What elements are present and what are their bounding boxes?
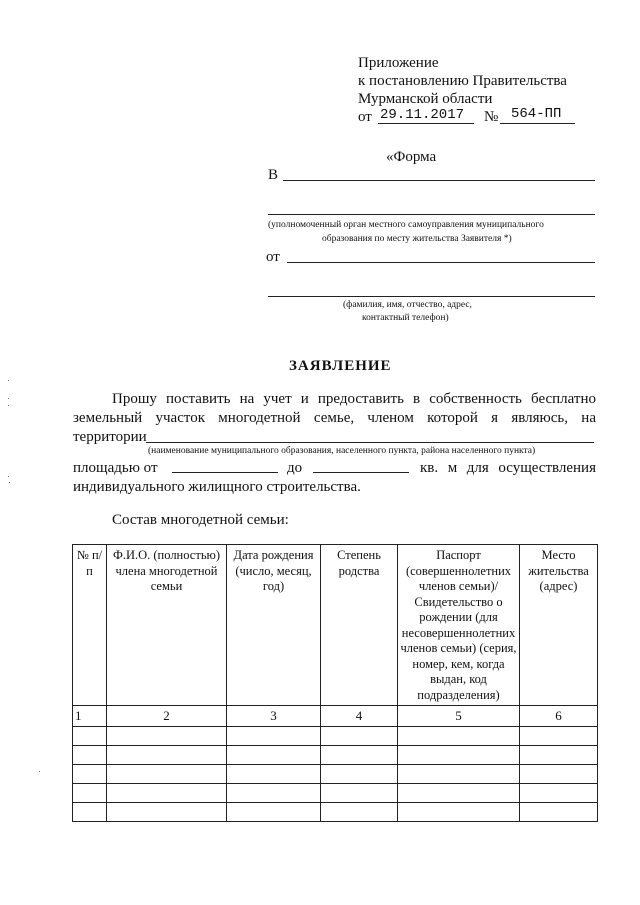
table-number-row <box>73 706 598 727</box>
form-label: «Форма <box>386 149 437 165</box>
area-from-field[interactable] <box>172 472 278 473</box>
table-row <box>73 802 598 821</box>
table-cell[interactable] <box>227 783 321 802</box>
table-cell[interactable] <box>107 764 227 783</box>
col-number-3: 3 <box>227 706 321 727</box>
table-cell[interactable] <box>227 764 321 783</box>
table-cell[interactable] <box>321 783 398 802</box>
family-heading: Состав многодетной семьи: <box>112 512 289 528</box>
col-header-birthdate: Дата рождения (число, месяц, год) <box>227 545 321 706</box>
col-header-number: № п/п <box>73 545 107 706</box>
table-row <box>73 783 598 802</box>
table-cell[interactable] <box>398 726 520 745</box>
scan-speck <box>8 476 9 477</box>
col-number-5: 5 <box>398 706 520 727</box>
col-header-address: Место жительства (адрес) <box>520 545 598 706</box>
col-header-relation: Степень родства <box>321 545 398 706</box>
table-cell[interactable] <box>520 764 598 783</box>
from-field-line[interactable] <box>287 262 595 263</box>
table-cell[interactable] <box>398 783 520 802</box>
number-underline <box>500 123 575 124</box>
body-line-4: индивидуального жилищного строительства. <box>73 479 361 495</box>
from-caption-line2: контактный телефон) <box>362 313 449 323</box>
resolution-date: 29.11.2017 <box>380 107 465 123</box>
resolution-label: к постановлению Правительства <box>358 73 567 89</box>
table-header-row <box>73 545 598 706</box>
territory-prefix: территории <box>73 429 147 445</box>
table-cell[interactable] <box>398 745 520 764</box>
document-title: ЗАЯВЛЕНИЕ <box>289 358 392 374</box>
col-number-6: 6 <box>520 706 598 727</box>
to-field-line-2[interactable] <box>268 214 595 215</box>
table-cell[interactable] <box>107 726 227 745</box>
col-number-4: 4 <box>321 706 398 727</box>
table-cell[interactable] <box>520 783 598 802</box>
from-field-line-2[interactable] <box>268 296 595 297</box>
from-prefix: от <box>266 249 280 265</box>
appendix-label: Приложение <box>358 55 439 71</box>
scan-speck <box>8 380 9 381</box>
table-cell[interactable] <box>321 764 398 783</box>
territory-field-line[interactable] <box>146 442 594 443</box>
scan-speck <box>39 771 40 772</box>
to-field-line[interactable] <box>283 180 595 181</box>
from-caption-line1: (фамилия, имя, отчество, адрес, <box>343 300 472 310</box>
table-cell[interactable] <box>73 745 107 764</box>
table-cell[interactable] <box>520 802 598 821</box>
table-cell[interactable] <box>107 802 227 821</box>
table-row <box>73 726 598 745</box>
table-row <box>73 764 598 783</box>
body-line-2: земельный участок многодетной семье, членом которой я являюсь, на <box>73 410 596 426</box>
table-cell[interactable] <box>227 726 321 745</box>
scan-speck <box>8 405 9 406</box>
to-caption-line2: образования по месту жительства Заявителя *) <box>322 234 512 244</box>
table-cell[interactable] <box>227 802 321 821</box>
col-header-passport: Паспорт (совершеннолетних членов семьи)/ Свидетельство о рождении (для несовершеннолетних членов семьи) (серия, номер, кем, когда выдан, код подразделения) <box>398 545 520 706</box>
table-cell[interactable] <box>73 726 107 745</box>
table-cell[interactable] <box>227 745 321 764</box>
area-suffix: кв. м для осуществления <box>420 460 596 476</box>
col-header-name: Ф.И.О. (полностью) члена многодетной семьи <box>107 545 227 706</box>
scan-speck <box>8 398 9 399</box>
to-caption-line1: (уполномоченный орган местного самоуправления муниципального <box>268 220 544 230</box>
table-cell[interactable] <box>321 726 398 745</box>
col-number-2: 2 <box>107 706 227 727</box>
table-cell[interactable] <box>107 745 227 764</box>
area-prefix: площадью от <box>73 460 158 476</box>
table-cell[interactable] <box>73 764 107 783</box>
scan-speck <box>9 482 10 483</box>
date-underline <box>378 123 474 124</box>
family-table <box>72 544 598 822</box>
region-label: Мурманской области <box>358 91 493 107</box>
table-cell[interactable] <box>321 802 398 821</box>
area-to-field[interactable] <box>313 472 409 473</box>
territory-caption: (наименование муниципального образования, населенного пункта, района населенного пункта) <box>148 446 536 456</box>
col-number-1: 1 <box>73 706 107 727</box>
body-line-1: Прошу поставить на учет и предоставить в собственность бесплатно <box>112 391 596 407</box>
table-row <box>73 745 598 764</box>
table-cell[interactable] <box>520 726 598 745</box>
resolution-number: 564-ПП <box>511 106 562 122</box>
number-prefix: № <box>484 109 499 125</box>
table-cell[interactable] <box>321 745 398 764</box>
table-cell[interactable] <box>73 783 107 802</box>
date-prefix: от <box>358 109 372 125</box>
table-cell[interactable] <box>398 802 520 821</box>
table-cell[interactable] <box>107 783 227 802</box>
to-prefix: В <box>268 167 279 183</box>
area-to-label: до <box>287 460 303 476</box>
table-cell[interactable] <box>520 745 598 764</box>
table-cell[interactable] <box>398 764 520 783</box>
table-cell[interactable] <box>73 802 107 821</box>
